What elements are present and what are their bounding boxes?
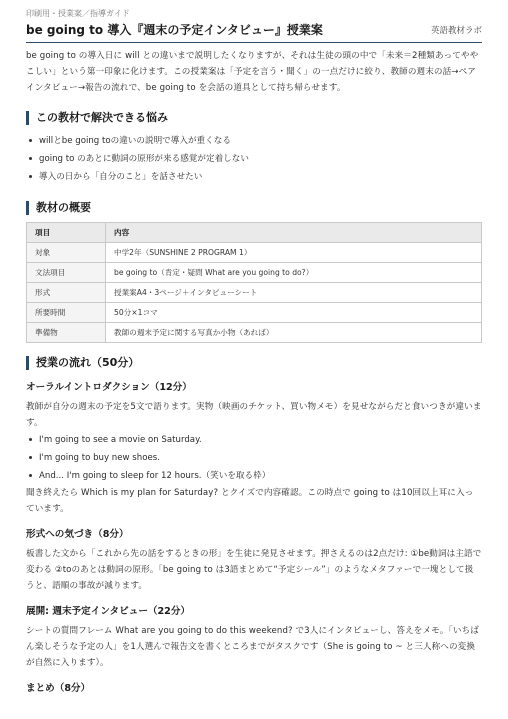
form-paragraph: 板書した文から「これから先の話をするときの形」を生徒に発見させます。押さえるのは2点だけ: ①be動詞は主語で変わる ②toのあとは動詞の原形。「be going to は3語まとめて“予定シール”」のようなメタファーで一塊として扱うと、語順の事故が減ります。 <box>26 549 482 591</box>
problems-heading <box>26 110 482 125</box>
table-row <box>27 263 482 283</box>
bullet-icon <box>29 438 32 441</box>
list-item <box>26 449 482 467</box>
table-cell-key: 準備物 <box>27 323 106 343</box>
problems-heading-text: この教材で解決できる悩み <box>36 111 168 124</box>
table-cell-value: 教師の週末予定に関する写真か小物（あれば） <box>106 323 482 343</box>
table-cell-key: 文法項目 <box>27 263 106 283</box>
list-item <box>26 431 482 449</box>
list-item-text: And... I'm going to sleep for 12 hours.（笑いを取る枠） <box>39 471 271 481</box>
table-header-cell: 内容 <box>106 223 482 243</box>
title-row <box>26 22 482 38</box>
bullet-icon <box>29 474 32 477</box>
overview-heading-text: 教材の概要 <box>36 201 91 214</box>
list-item <box>26 132 482 150</box>
breadcrumb: 印刷用・授業案／指導ガイド <box>26 9 130 18</box>
table-cell-key: 形式 <box>27 283 106 303</box>
oral-intro-followup: 聞き終えたら Which is my plan for Saturday? とクイズで内容確認。この時点で going to は10回以上耳に入っています。 <box>26 488 474 514</box>
page-title: be going to 導入『週末の予定インタビュー』授業案 <box>26 23 323 37</box>
table-header-row <box>27 223 482 243</box>
table-cell-value: 50分×1コマ <box>106 303 482 323</box>
bullet-icon <box>29 456 32 459</box>
interview-heading: 展開: 週末予定インタビュー（22分） <box>26 606 191 617</box>
table-cell-value: 中学2年（SUNSHINE 2 PROGRAM 1） <box>106 243 482 263</box>
overview-heading <box>26 200 482 215</box>
example-sentence-list <box>26 431 482 485</box>
list-item-text: 導入の日から「自分のこと」を話させたい <box>39 172 203 182</box>
oral-intro-heading: オーラルイントロダクション（12分） <box>26 382 192 393</box>
list-item-text: willとbe going toの違いの説明で導入が重くなる <box>39 136 231 146</box>
table-row <box>27 283 482 303</box>
form-heading: 形式への気づき（8分） <box>26 529 129 540</box>
list-item <box>26 168 482 186</box>
list-item-text: I'm going to buy new shoes. <box>39 453 160 463</box>
table-cell-key: 対象 <box>27 243 106 263</box>
bullet-icon <box>29 175 32 178</box>
table-cell-value: be going to（肯定・疑問 What are you going to do?） <box>106 263 482 283</box>
table-header-cell: 項目 <box>27 223 106 243</box>
brand-name: 英語教材ラボ <box>430 26 482 36</box>
section-accent-bar <box>26 201 29 215</box>
table-cell-key: 所要時間 <box>27 303 106 323</box>
section-accent-bar <box>26 111 29 125</box>
bullet-icon <box>29 157 32 160</box>
list-item <box>26 150 482 168</box>
problems-list <box>26 132 482 186</box>
table-cell-value: 授業案A4・3ページ＋インタビューシート <box>106 283 482 303</box>
interview-paragraph: シートの質問フレーム What are you going to do this weekend? で3人にインタビューし、答えをメモ。「いちばん楽しそうな予定の人」を1人選んで報告文を書くところまでがタスクです（She is going to ~ と三人称への変換が自然に入ります）。 <box>26 626 479 668</box>
flow-heading <box>26 355 482 370</box>
flow-heading-text: 授業の流れ（50分） <box>36 356 140 369</box>
table-row <box>27 323 482 343</box>
table-row <box>27 303 482 323</box>
summary-heading: まとめ（8分） <box>26 683 91 694</box>
table-row <box>27 243 482 263</box>
list-item <box>26 467 482 485</box>
title-divider <box>26 42 482 43</box>
list-item-text: I'm going to see a movie on Saturday. <box>39 435 202 445</box>
intro-paragraph: be going to の導入日に will との違いまで説明したくなりますが、それは生徒の頭の中で「未来＝2種類あってややこしい」という第一印象に化けます。この授業案は「予定を言う・聞く」の一点だけに絞り、教師の週末の話→ペアインタビュー→報告の流れで、be going to を会話の道具として持ち帰らせます。 <box>26 51 479 93</box>
bullet-icon <box>29 139 32 142</box>
section-accent-bar <box>26 356 29 370</box>
overview-table <box>26 222 482 343</box>
list-item-text: going to のあとに動詞の原形が来る感覚が定着しない <box>39 154 249 164</box>
oral-intro-paragraph: 教師が自分の週末の予定を5文で語ります。実物（映画のチケット、買い物メモ）を見せながらだと食いつきが違います。 <box>26 402 482 428</box>
